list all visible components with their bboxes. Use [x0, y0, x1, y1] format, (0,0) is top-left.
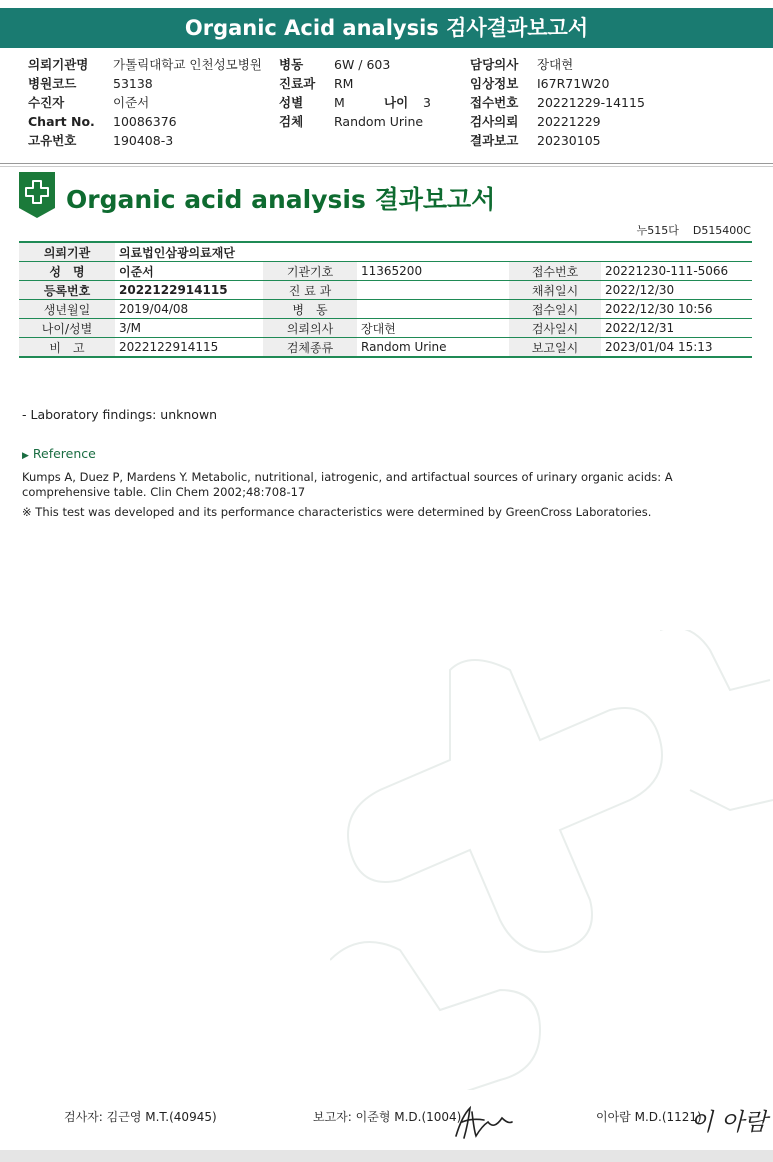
- header-label: 고유번호: [28, 133, 77, 148]
- greencross-logo-icon: [19, 172, 55, 218]
- reporter-handwritten-signature-icon: [448, 1100, 518, 1142]
- table-label: 성 명: [19, 262, 115, 281]
- doctor-signature: 이아람 M.D.(1121): [596, 1110, 702, 1124]
- table-label: 보고일시: [509, 338, 601, 358]
- table-value: 2019/04/08: [115, 300, 263, 319]
- header-label: 임상정보: [470, 76, 519, 91]
- header-value: 10086376: [113, 114, 177, 129]
- header-label: 성별: [279, 95, 304, 110]
- table-row: [19, 262, 752, 281]
- header-value: RM: [334, 76, 354, 91]
- reporter-signature: 보고자: 이준형 M.D.(1004): [313, 1110, 462, 1124]
- table-value: 2022122914115: [115, 338, 263, 358]
- table-value: 11365200: [357, 262, 509, 281]
- triangle-right-icon: ▶: [22, 451, 29, 461]
- header-value: 6W / 603: [334, 57, 391, 72]
- header-value: I67R71W20: [537, 76, 610, 91]
- divider: [0, 163, 773, 164]
- header-label: 진료과: [279, 76, 316, 91]
- table-value: 2022/12/30 10:56: [601, 300, 752, 319]
- report-code-2: D515400C: [692, 224, 751, 237]
- header-label: 검체: [279, 114, 304, 129]
- table-label: 채취일시: [509, 281, 601, 300]
- table-value: 의료법인삼광의료재단: [115, 242, 752, 262]
- reference-heading-label: Reference: [32, 446, 96, 461]
- table-label: 검사일시: [509, 319, 601, 338]
- header-value: M: [334, 95, 345, 110]
- header-col-1: [28, 55, 262, 150]
- table-value: 장대현: [357, 319, 509, 338]
- header-value: 20230105: [537, 133, 601, 148]
- report-title-en: Organic acid analysis: [66, 185, 366, 214]
- table-label: 검체종류: [263, 338, 357, 358]
- table-row: [19, 242, 752, 262]
- header-col-2: [279, 55, 431, 131]
- header-label: 검사의뢰: [470, 114, 519, 129]
- page-footer-bar: [0, 1150, 773, 1162]
- table-label: 진 료 과: [263, 281, 357, 300]
- header-value: 3: [423, 95, 431, 110]
- lab-findings: - Laboratory findings: unknown: [22, 407, 218, 422]
- table-row: [19, 319, 752, 338]
- header-value: 가톨릭대학교 인천성모병원: [113, 57, 262, 72]
- header-value: 20221229: [537, 114, 601, 129]
- table-value: 2022/12/30: [601, 281, 752, 300]
- table-label: 기관기호: [263, 262, 357, 281]
- table-row: [19, 300, 752, 319]
- report-title-ko: 결과보고서: [374, 185, 496, 214]
- report-code-1: 누515다: [636, 224, 679, 237]
- tester-signature: 검사자: 김근영 M.T.(40945): [64, 1110, 217, 1124]
- table-label: 접수번호: [509, 262, 601, 281]
- header-value: 20221229-14115: [537, 95, 645, 110]
- header-label: 병원코드: [28, 76, 77, 91]
- watermark-cross-icon: [330, 630, 773, 1090]
- header-value: 장대현: [537, 57, 574, 72]
- header-col-3: [470, 55, 645, 150]
- table-label: 의뢰기관: [19, 242, 115, 262]
- table-row: [19, 338, 752, 358]
- header-value: Random Urine: [334, 114, 424, 129]
- table-label: 병 동: [263, 300, 357, 319]
- header-label: 결과보고: [470, 133, 519, 148]
- table-value: 이준서: [115, 262, 263, 281]
- table-value: 2022/12/31: [601, 319, 752, 338]
- table-value: 20221230-111-5066: [601, 262, 752, 281]
- divider: [0, 166, 773, 167]
- table-label: 접수일시: [509, 300, 601, 319]
- header-label: 접수번호: [470, 95, 519, 110]
- header-label: 병동: [279, 57, 304, 72]
- table-value: Random Urine: [357, 338, 509, 358]
- patient-info-table: [19, 241, 752, 358]
- report-title: [66, 180, 495, 216]
- header-label: 수진자: [28, 95, 65, 110]
- table-label: 의뢰의사: [263, 319, 357, 338]
- disclaimer-note: ※ This test was developed and its performance characteristics were determined by GreenCross Laboratories.: [22, 505, 652, 519]
- doctor-handwritten-signature: 이 아람: [690, 1108, 768, 1136]
- header-value: 190408-3: [113, 133, 174, 148]
- header-value: 이준서: [113, 95, 150, 110]
- header-label: 나이: [384, 95, 409, 110]
- reference-text: Kumps A, Duez P, Mardens Y. Metabolic, nutritional, iatrogenic, and artifactual sources of urinary organic acids: A comprehensive table. Clin Chem 2002;48:708-17: [22, 470, 673, 499]
- header-label: Chart No.: [28, 114, 95, 129]
- table-value: 2022122914115: [115, 281, 263, 300]
- report-codes: [637, 222, 751, 238]
- table-value: [357, 281, 509, 300]
- table-value: [357, 300, 509, 319]
- header-label: 담당의사: [470, 57, 519, 72]
- reference-heading: [22, 446, 96, 461]
- table-label: 나이/성별: [19, 319, 115, 338]
- table-label: 비 고: [19, 338, 115, 358]
- table-label: 등록번호: [19, 281, 115, 300]
- table-value: 2023/01/04 15:13: [601, 338, 752, 358]
- report-header-title: Organic Acid analysis 검사결과보고서: [0, 8, 773, 48]
- header-label: 의뢰기관명: [28, 57, 89, 72]
- table-row: [19, 281, 752, 300]
- table-value: 3/M: [115, 319, 263, 338]
- header-value: 53138: [113, 76, 153, 91]
- table-label: 생년월일: [19, 300, 115, 319]
